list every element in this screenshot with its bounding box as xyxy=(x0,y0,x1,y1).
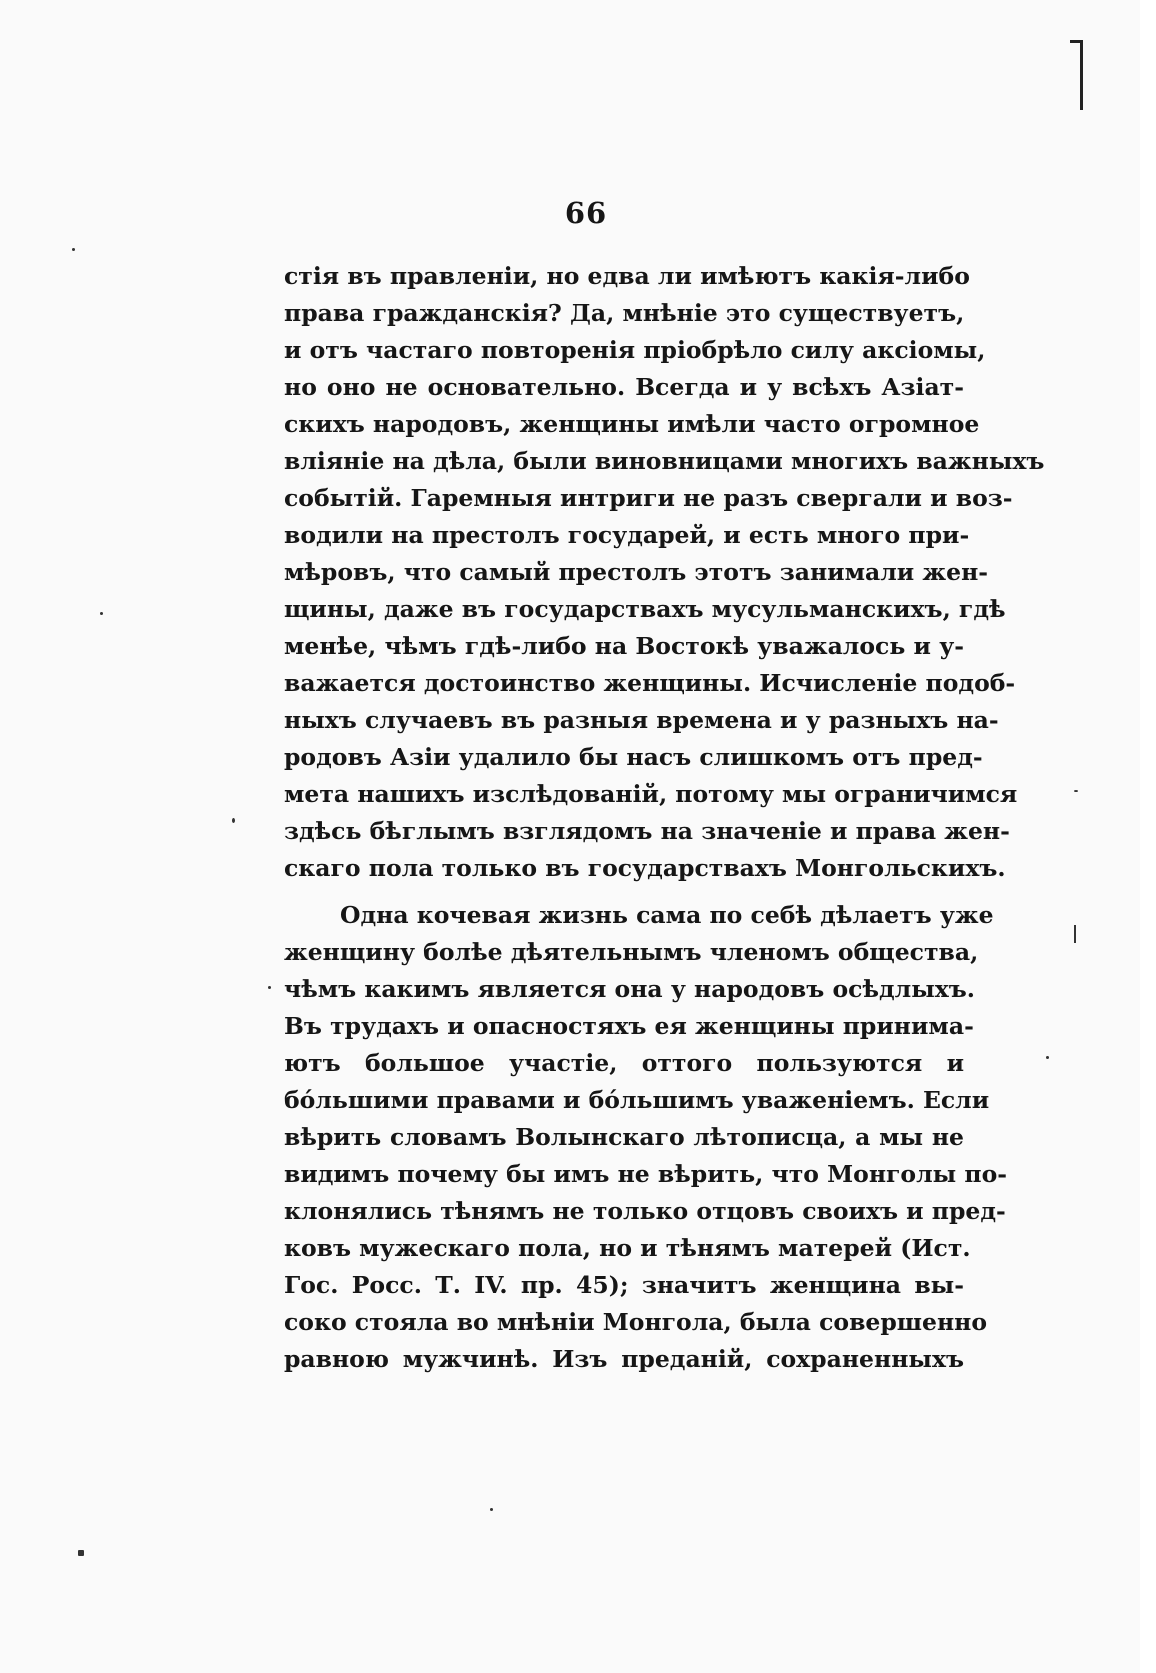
text-line: ютъ большое участіе, оттого пользуются и xyxy=(284,1049,964,1077)
text-line: водили на престолъ государей, и есть много при- xyxy=(284,521,970,549)
text-line: менѣе, чѣмъ гдѣ-либо на Востокѣ уважалось и у- xyxy=(284,632,964,660)
text-line: скаго пола только въ государствахъ Монгольскихъ. xyxy=(284,854,1006,882)
scan-speck xyxy=(232,818,235,823)
scan-edge-mark xyxy=(1080,40,1083,110)
text-line: мѣровъ, что самый престолъ этотъ занимали жен- xyxy=(284,558,989,586)
text-line: бо́льшими правами и бо́льшимъ уваженіемъ. Если xyxy=(284,1086,990,1114)
body-text xyxy=(284,258,1045,1378)
text-line: Одна кочевая жизнь сама по себѣ дѣлаетъ уже xyxy=(340,901,994,929)
scan-speck xyxy=(1074,925,1076,943)
scan-speck xyxy=(1074,790,1078,792)
scan-speck xyxy=(490,1508,493,1511)
text-line: вліяніе на дѣла, были виновницами многихъ важныхъ xyxy=(284,447,1045,475)
text-line: мета нашихъ изслѣдованій, потому мы ограничимся xyxy=(284,780,1018,808)
text-line: здѣсь бѣглымъ взглядомъ на значеніе и права жен- xyxy=(284,817,1010,845)
paragraph-gap xyxy=(284,887,964,897)
text-line: клонялись тѣнямъ не только отцовъ своихъ и пред- xyxy=(284,1197,1006,1225)
text-line: чѣмъ какимъ является она у народовъ осѣдлыхъ. xyxy=(284,975,975,1003)
text-line: права гражданскія? Да, мнѣніе это существуетъ, xyxy=(284,299,965,327)
text-line: равною мужчинѣ. Изъ преданій, сохраненныхъ xyxy=(284,1345,964,1373)
text-line: стія въ правленіи, но едва ли имѣютъ какія-либо xyxy=(284,262,970,290)
scan-speck xyxy=(268,986,271,989)
paragraph-2 xyxy=(284,897,1008,1378)
text-line: женщину болѣе дѣятельнымъ членомъ общества, xyxy=(284,938,979,966)
text-line: важается достоинство женщины. Исчисленіе подоб- xyxy=(284,669,1016,697)
paragraph-1 xyxy=(284,258,1045,887)
text-line: щины, даже въ государствахъ мусульманскихъ, гдѣ xyxy=(284,595,1006,623)
page-number: 66 xyxy=(564,196,608,230)
scan-speck xyxy=(1046,1056,1049,1059)
text-line: Гос. Росс. Т. IV. пр. 45); значитъ женщина вы- xyxy=(284,1271,964,1299)
scan-speck xyxy=(100,612,103,615)
text-line: родовъ Азіи удалило бы насъ слишкомъ отъ пред- xyxy=(284,743,983,771)
text-line: но оно не основательно. Всегда и у всѣхъ Азіат- xyxy=(284,373,964,401)
scan-speck xyxy=(72,248,75,251)
text-line: вѣрить словамъ Волынскаго лѣтописца, а мы не xyxy=(284,1123,964,1151)
scan-speck xyxy=(78,1550,84,1556)
text-line: Въ трудахъ и опасностяхъ ея женщины принима- xyxy=(284,1012,974,1040)
text-line: ныхъ случаевъ въ разныя времена и у разныхъ на- xyxy=(284,706,999,734)
text-line: и отъ частаго повторенія пріобрѣло силу аксіомы, xyxy=(284,336,986,364)
text-line: видимъ почему бы имъ не вѣрить, что Монголы по- xyxy=(284,1160,1008,1188)
text-line: скихъ народовъ, женщины имѣли часто огромное xyxy=(284,410,980,438)
text-line: ковъ мужескаго пола, но и тѣнямъ матерей (Ист. xyxy=(284,1234,971,1262)
text-line: событій. Гаремныя интриги не разъ свергали и воз- xyxy=(284,484,1013,512)
text-line: соко стояла во мнѣніи Монгола, была совершенно xyxy=(284,1308,988,1336)
